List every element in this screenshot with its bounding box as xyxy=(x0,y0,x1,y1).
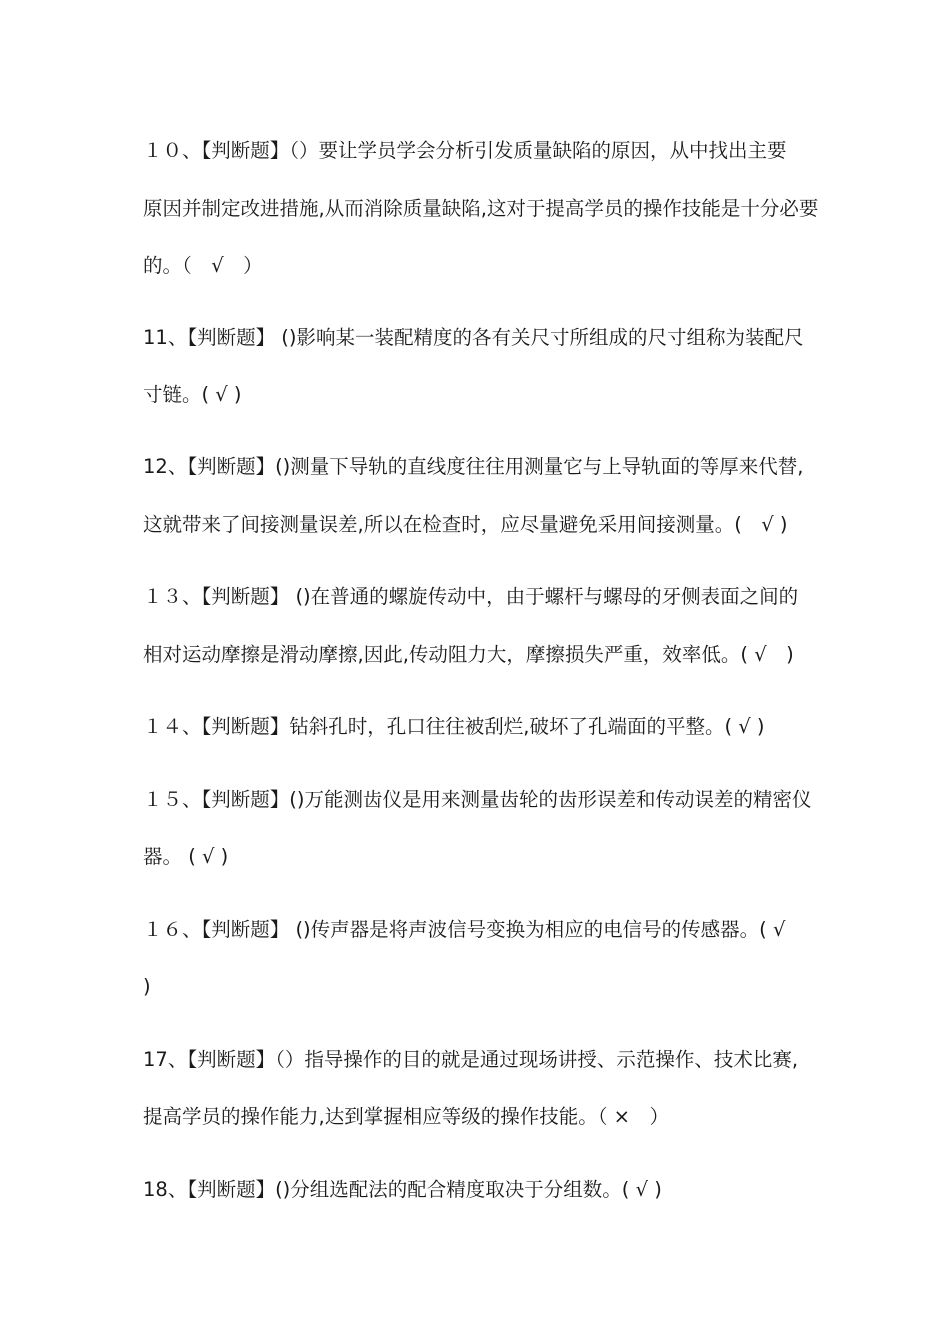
question-11-line-1: 11、【判断题】 ()影响某一装配精度的各有关尺寸所组成的尺寸组称为装配尺 xyxy=(143,326,804,349)
question-10-line-3: 的。（ √ ） xyxy=(143,254,263,277)
question-17-line-2: 提高学员的操作能力,达到掌握相应等级的操作技能。（ × ） xyxy=(143,1105,669,1128)
question-10-line-2: 原因并制定改进措施,从而消除质量缺陷,这对于提高学员的操作技能是十分必要 xyxy=(143,197,819,220)
question-11-line-2: 寸链。( √ ) xyxy=(143,383,242,406)
question-16-line-1: １６、【判断题】 ()传声器是将声波信号变换为相应的电信号的传感器。( √ xyxy=(143,918,786,941)
question-17-line-1: 17、【判断题】（）指导操作的目的就是通过现场讲授、示范操作、技术比赛, xyxy=(143,1048,799,1071)
question-14-line-1: １４、【判断题】钻斜孔时，孔口往往被刮烂,破坏了孔端面的平整。( √ ) xyxy=(143,715,765,738)
question-16-line-2: ) xyxy=(143,975,151,998)
question-12-line-2: 这就带来了间接测量误差,所以在检查时，应尽量避免采用间接测量。( √ ) xyxy=(143,513,788,536)
question-10-line-1: １０、【判断题】（）要让学员学会分析引发质量缺陷的原因，从中找出主要 xyxy=(143,139,787,162)
question-13-line-1: １３、【判断题】 ()在普通的螺旋传动中，由于螺杆与螺母的牙侧表面之间的 xyxy=(143,585,799,608)
question-15-line-2: 器。 ( √ ) xyxy=(143,845,229,868)
question-15-line-1: １５、【判断题】()万能测齿仪是用来测量齿轮的齿形误差和传动误差的精密仪 xyxy=(143,788,812,811)
question-13-line-2: 相对运动摩擦是滑动摩擦,因此,传动阻力大，摩擦损失严重，效率低。( √ ) xyxy=(143,643,794,666)
question-12-line-1: 12、【判断题】()测量下导轨的直线度往往用测量它与上导轨面的等厚来代替, xyxy=(143,455,804,478)
question-18-line-1: 18、【判断题】()分组选配法的配合精度取决于分组数。( √ ) xyxy=(143,1178,662,1201)
